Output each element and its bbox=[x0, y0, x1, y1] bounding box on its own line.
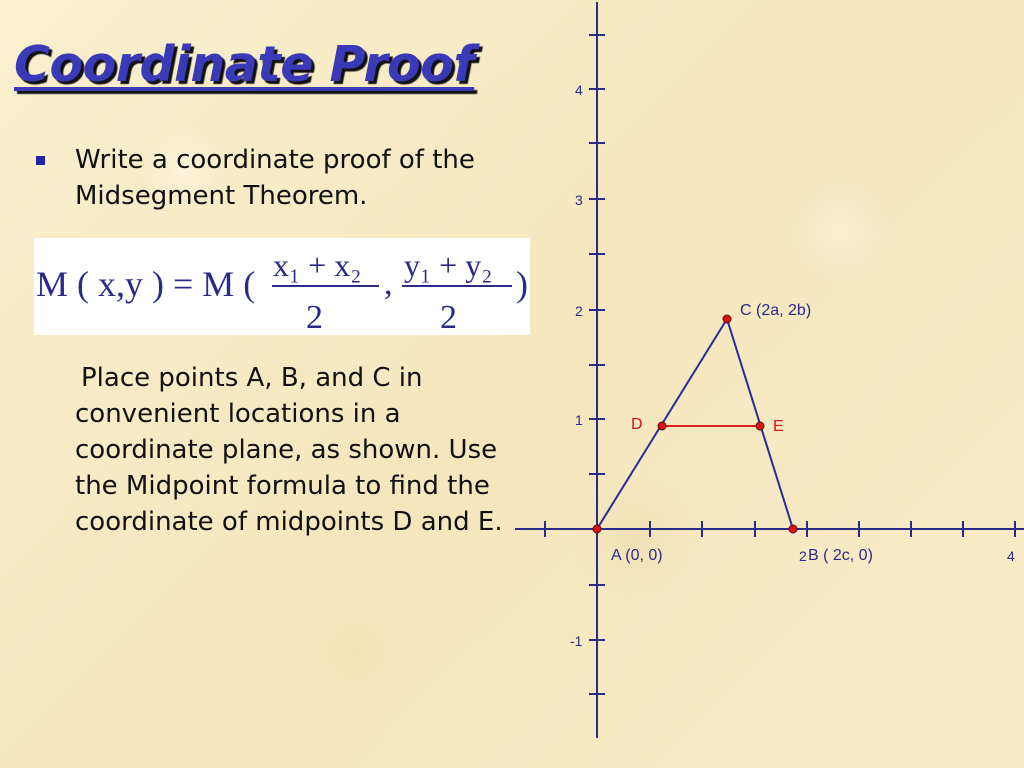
point-d bbox=[658, 422, 666, 430]
point-b bbox=[789, 525, 797, 533]
formula-numerator-x: x₁ + x₂ bbox=[273, 247, 362, 283]
label-c: C (2a, 2b) bbox=[740, 302, 812, 319]
x-tick-label: 2 bbox=[799, 548, 807, 564]
formula-denominator-2: 2 bbox=[440, 299, 457, 335]
instruction-text: Place points A, B, and C in convenient locations in a coordinate plane, as shown. Use the Midpoint formula to find the coordinate of midpoints D and E. bbox=[75, 363, 503, 537]
point-e bbox=[756, 422, 764, 430]
label-b: B ( 2c, 0) bbox=[808, 547, 873, 564]
point-a bbox=[593, 525, 601, 533]
label-d: D bbox=[631, 416, 643, 433]
y-tick-label: 1 bbox=[575, 412, 583, 428]
formula-lhs: M ( x,y ) = M ( bbox=[36, 264, 256, 304]
y-axis bbox=[589, 2, 605, 738]
slide-title: Coordinate Proof bbox=[14, 36, 475, 93]
y-tick-label: 3 bbox=[575, 192, 583, 208]
label-e: E bbox=[773, 418, 784, 435]
triangle-points bbox=[593, 315, 797, 533]
y-tick-label: 2 bbox=[575, 303, 583, 319]
formula-close-paren: ) bbox=[516, 264, 528, 304]
bullet-text: Write a coordinate proof of the Midsegment Theorem. bbox=[75, 145, 475, 211]
y-tick-label: 4 bbox=[575, 82, 583, 98]
x-tick-label: 4 bbox=[1007, 548, 1015, 564]
formula-comma: , bbox=[384, 265, 393, 302]
point-c bbox=[723, 315, 731, 323]
formula-denominator-1: 2 bbox=[306, 299, 323, 335]
formula-numerator-y: y₁ + y₂ bbox=[404, 247, 493, 283]
y-tick-label: -1 bbox=[570, 633, 583, 649]
label-a: A (0, 0) bbox=[611, 547, 663, 564]
x-axis bbox=[515, 521, 1024, 537]
